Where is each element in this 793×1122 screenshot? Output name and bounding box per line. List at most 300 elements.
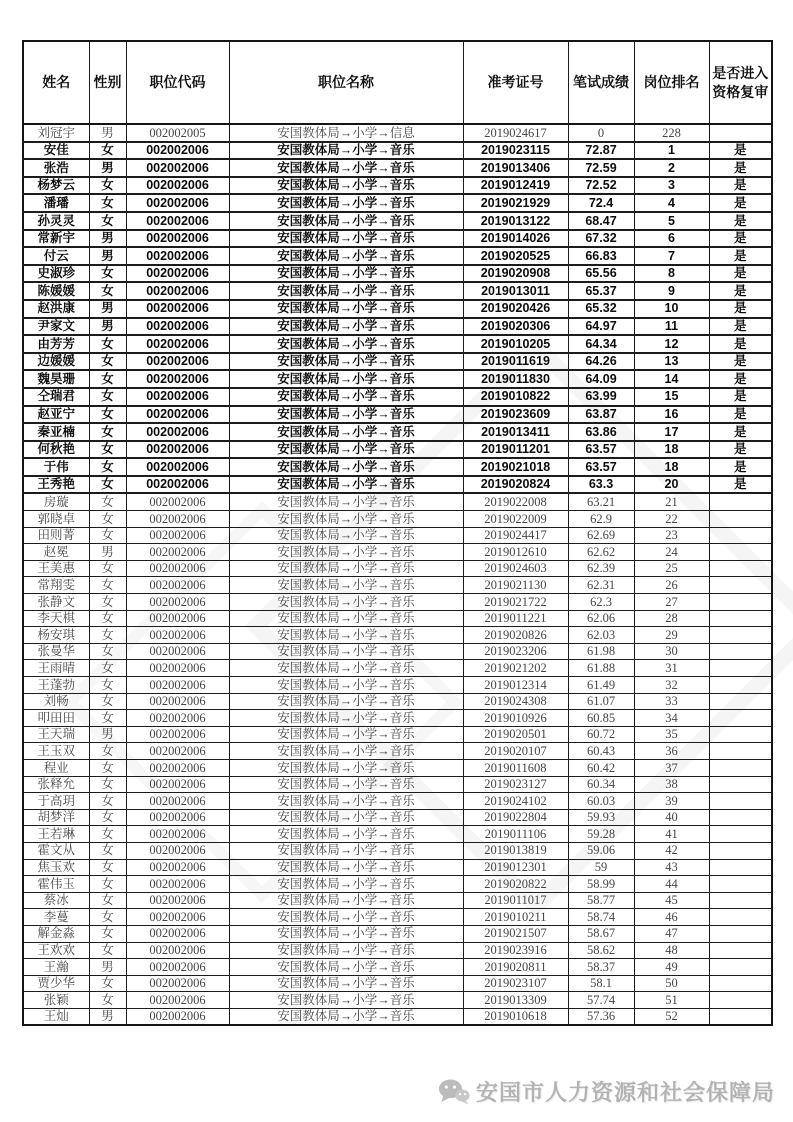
cell: 安国教体局→小学→音乐 bbox=[229, 265, 463, 283]
cell: 安国教体局→小学→音乐 bbox=[229, 726, 463, 743]
cell: 57.36 bbox=[568, 1008, 634, 1025]
cell bbox=[709, 942, 772, 959]
cell: 是 bbox=[709, 476, 772, 494]
cell bbox=[709, 527, 772, 544]
cell: 安国教体局→小学→音乐 bbox=[229, 458, 463, 476]
cell: 23 bbox=[634, 527, 709, 544]
cell: 张颖 bbox=[23, 992, 89, 1009]
cell: 20 bbox=[634, 476, 709, 494]
table-row bbox=[23, 677, 772, 694]
table-row bbox=[23, 194, 772, 212]
cell: 是 bbox=[709, 370, 772, 388]
cell: 程业 bbox=[23, 759, 89, 776]
cell: 2019010211 bbox=[463, 909, 568, 926]
table-row bbox=[23, 859, 772, 876]
cell: 尹家文 bbox=[23, 318, 89, 336]
table-row bbox=[23, 925, 772, 942]
cell: 王雨晴 bbox=[23, 660, 89, 677]
cell: 2019020811 bbox=[463, 959, 568, 976]
cell: 安国教体局→小学→音乐 bbox=[229, 441, 463, 459]
cell: 安国教体局→小学→音乐 bbox=[229, 892, 463, 909]
cell: 安国教体局→小学→音乐 bbox=[229, 560, 463, 577]
cell: 002002006 bbox=[126, 458, 229, 476]
cell: 002002006 bbox=[126, 353, 229, 371]
cell: 35 bbox=[634, 726, 709, 743]
cell: 安国教体局→小学→信息 bbox=[229, 124, 463, 142]
cell: 2019021018 bbox=[463, 458, 568, 476]
cell: 安国教体局→小学→音乐 bbox=[229, 300, 463, 318]
cell: 002002006 bbox=[126, 842, 229, 859]
cell: 0 bbox=[568, 124, 634, 142]
cell: 女 bbox=[89, 826, 126, 843]
table-row bbox=[23, 826, 772, 843]
cell: 女 bbox=[89, 353, 126, 371]
cell: 男 bbox=[89, 247, 126, 265]
table-row bbox=[23, 693, 772, 710]
cell: 女 bbox=[89, 194, 126, 212]
cell: 2019010926 bbox=[463, 710, 568, 727]
cell: 胡梦洋 bbox=[23, 809, 89, 826]
cell: 002002006 bbox=[126, 594, 229, 611]
cell: 女 bbox=[89, 423, 126, 441]
cell bbox=[709, 610, 772, 627]
cell: 5 bbox=[634, 212, 709, 230]
table-row bbox=[23, 177, 772, 195]
cell: 2019012314 bbox=[463, 677, 568, 694]
cell bbox=[709, 826, 772, 843]
cell: 31 bbox=[634, 660, 709, 677]
cell: 女 bbox=[89, 560, 126, 577]
cell: 63.21 bbox=[568, 493, 634, 510]
cell: 安国教体局→小学→音乐 bbox=[229, 493, 463, 510]
cell: 王灿 bbox=[23, 1008, 89, 1025]
cell: 22 bbox=[634, 511, 709, 528]
cell: 是 bbox=[709, 194, 772, 212]
exam-results-table bbox=[22, 40, 773, 1026]
table-row bbox=[23, 627, 772, 644]
column-header-6: 岗位排名 bbox=[634, 41, 709, 124]
cell: 228 bbox=[634, 124, 709, 142]
cell: 女 bbox=[89, 142, 126, 160]
cell bbox=[709, 726, 772, 743]
cell: 002002006 bbox=[126, 194, 229, 212]
cell: 安国教体局→小学→音乐 bbox=[229, 212, 463, 230]
cell: 李蔓 bbox=[23, 909, 89, 926]
column-header-5: 笔试成绩 bbox=[568, 41, 634, 124]
cell: 52 bbox=[634, 1008, 709, 1025]
cell: 14 bbox=[634, 370, 709, 388]
cell: 62.06 bbox=[568, 610, 634, 627]
cell: 张释允 bbox=[23, 776, 89, 793]
cell: 002002006 bbox=[126, 743, 229, 760]
cell bbox=[709, 975, 772, 992]
cell: 安国教体局→小学→音乐 bbox=[229, 282, 463, 300]
cell: 2019023206 bbox=[463, 643, 568, 660]
cell: 安国教体局→小学→音乐 bbox=[229, 142, 463, 160]
cell: 2019024417 bbox=[463, 527, 568, 544]
cell: 002002006 bbox=[126, 677, 229, 694]
cell: 58.62 bbox=[568, 942, 634, 959]
cell: 王玉双 bbox=[23, 743, 89, 760]
cell: 安国教体局→小学→音乐 bbox=[229, 406, 463, 424]
cell: 女 bbox=[89, 975, 126, 992]
cell: 杨安琪 bbox=[23, 627, 89, 644]
cell: 37 bbox=[634, 759, 709, 776]
table-row bbox=[23, 660, 772, 677]
cell: 女 bbox=[89, 793, 126, 810]
cell: 60.03 bbox=[568, 793, 634, 810]
cell: 解金淼 bbox=[23, 925, 89, 942]
table-row bbox=[23, 975, 772, 992]
cell: 002002006 bbox=[126, 300, 229, 318]
table-row bbox=[23, 759, 772, 776]
cell: 002002006 bbox=[126, 406, 229, 424]
cell: 男 bbox=[89, 159, 126, 177]
table-header bbox=[23, 41, 772, 124]
table-row bbox=[23, 300, 772, 318]
cell: 27 bbox=[634, 594, 709, 611]
cell: 2 bbox=[634, 159, 709, 177]
cell: 2019014026 bbox=[463, 230, 568, 248]
cell: 002002006 bbox=[126, 476, 229, 494]
cell: 002002006 bbox=[126, 959, 229, 976]
column-header-4: 准考证号 bbox=[463, 41, 568, 124]
cell: 2019023127 bbox=[463, 776, 568, 793]
cell bbox=[709, 909, 772, 926]
cell: 安国教体局→小学→音乐 bbox=[229, 423, 463, 441]
cell: 002002006 bbox=[126, 660, 229, 677]
cell: 002002006 bbox=[126, 909, 229, 926]
cell: 39 bbox=[634, 793, 709, 810]
cell: 2019020822 bbox=[463, 876, 568, 893]
cell: 002002006 bbox=[126, 925, 229, 942]
cell: 2019024308 bbox=[463, 693, 568, 710]
cell: 72.87 bbox=[568, 142, 634, 160]
cell: 王美惠 bbox=[23, 560, 89, 577]
cell: 是 bbox=[709, 318, 772, 336]
cell: 女 bbox=[89, 892, 126, 909]
table-row bbox=[23, 560, 772, 577]
cell: 2019020908 bbox=[463, 265, 568, 283]
cell: 2019013411 bbox=[463, 423, 568, 441]
cell: 002002006 bbox=[126, 511, 229, 528]
cell: 安国教体局→小学→音乐 bbox=[229, 809, 463, 826]
cell: 赵亚宁 bbox=[23, 406, 89, 424]
cell: 是 bbox=[709, 230, 772, 248]
cell: 62.9 bbox=[568, 511, 634, 528]
cell: 是 bbox=[709, 335, 772, 353]
cell: 002002006 bbox=[126, 975, 229, 992]
cell: 安国教体局→小学→音乐 bbox=[229, 353, 463, 371]
cell: 3 bbox=[634, 177, 709, 195]
cell: 59.93 bbox=[568, 809, 634, 826]
cell: 61.98 bbox=[568, 643, 634, 660]
cell: 2019022008 bbox=[463, 493, 568, 510]
cell: 16 bbox=[634, 406, 709, 424]
cell: 秦亚楠 bbox=[23, 423, 89, 441]
cell: 女 bbox=[89, 476, 126, 494]
table-row bbox=[23, 493, 772, 510]
cell: 女 bbox=[89, 335, 126, 353]
cell: 002002006 bbox=[126, 527, 229, 544]
cell: 002002006 bbox=[126, 544, 229, 561]
cell: 女 bbox=[89, 441, 126, 459]
cell: 女 bbox=[89, 743, 126, 760]
cell: 霍伟玉 bbox=[23, 876, 89, 893]
cell: 安国教体局→小学→音乐 bbox=[229, 511, 463, 528]
cell: 61.88 bbox=[568, 660, 634, 677]
cell: 蔡冰 bbox=[23, 892, 89, 909]
cell: 002002006 bbox=[126, 423, 229, 441]
cell: 68.47 bbox=[568, 212, 634, 230]
cell: 28 bbox=[634, 610, 709, 627]
cell: 2019020426 bbox=[463, 300, 568, 318]
cell: 王蓬勃 bbox=[23, 677, 89, 694]
cell: 是 bbox=[709, 441, 772, 459]
cell: 60.72 bbox=[568, 726, 634, 743]
cell: 2019011201 bbox=[463, 441, 568, 459]
cell: 田则菁 bbox=[23, 527, 89, 544]
cell: 36 bbox=[634, 743, 709, 760]
cell: 002002006 bbox=[126, 627, 229, 644]
cell: 女 bbox=[89, 942, 126, 959]
cell: 安国教体局→小学→音乐 bbox=[229, 1008, 463, 1025]
cell: 58.74 bbox=[568, 909, 634, 926]
cell: 安国教体局→小学→音乐 bbox=[229, 660, 463, 677]
cell bbox=[709, 693, 772, 710]
cell: 王天瑞 bbox=[23, 726, 89, 743]
table-row bbox=[23, 726, 772, 743]
table-row bbox=[23, 353, 772, 371]
cell: 002002006 bbox=[126, 177, 229, 195]
cell: 女 bbox=[89, 677, 126, 694]
cell: 2019012610 bbox=[463, 544, 568, 561]
cell: 安国教体局→小学→音乐 bbox=[229, 230, 463, 248]
cell: 安国教体局→小学→音乐 bbox=[229, 876, 463, 893]
cell: 32 bbox=[634, 677, 709, 694]
column-header-1: 性别 bbox=[89, 41, 126, 124]
cell: 002002006 bbox=[126, 610, 229, 627]
cell: 王若琳 bbox=[23, 826, 89, 843]
cell: 002002006 bbox=[126, 793, 229, 810]
cell: 2019011106 bbox=[463, 826, 568, 843]
table-row bbox=[23, 1008, 772, 1025]
cell: 女 bbox=[89, 759, 126, 776]
cell: 是 bbox=[709, 159, 772, 177]
table-row bbox=[23, 124, 772, 142]
table-row bbox=[23, 876, 772, 893]
cell: 焦玉欢 bbox=[23, 859, 89, 876]
cell: 62.3 bbox=[568, 594, 634, 611]
cell: 2019021507 bbox=[463, 925, 568, 942]
publisher-footer bbox=[438, 1076, 775, 1107]
cell: 42 bbox=[634, 842, 709, 859]
cell: 安国教体局→小学→音乐 bbox=[229, 476, 463, 494]
cell: 58.77 bbox=[568, 892, 634, 909]
table-row bbox=[23, 370, 772, 388]
cell: 18 bbox=[634, 441, 709, 459]
cell bbox=[709, 776, 772, 793]
cell: 女 bbox=[89, 610, 126, 627]
cell: 王瀚 bbox=[23, 959, 89, 976]
cell bbox=[709, 577, 772, 594]
cell bbox=[709, 594, 772, 611]
cell: 58.99 bbox=[568, 876, 634, 893]
cell: 是 bbox=[709, 282, 772, 300]
cell: 18 bbox=[634, 458, 709, 476]
cell: 于高玥 bbox=[23, 793, 89, 810]
cell: 4 bbox=[634, 194, 709, 212]
cell: 63.99 bbox=[568, 388, 634, 406]
cell: 002002006 bbox=[126, 142, 229, 160]
cell: 是 bbox=[709, 458, 772, 476]
cell: 43 bbox=[634, 859, 709, 876]
cell: 魏昊珊 bbox=[23, 370, 89, 388]
cell: 史淑珍 bbox=[23, 265, 89, 283]
cell: 002002006 bbox=[126, 826, 229, 843]
cell: 是 bbox=[709, 353, 772, 371]
cell: 2019020826 bbox=[463, 627, 568, 644]
cell: 2019011017 bbox=[463, 892, 568, 909]
cell: 62.69 bbox=[568, 527, 634, 544]
column-header-0: 姓名 bbox=[23, 41, 89, 124]
cell: 安国教体局→小学→音乐 bbox=[229, 159, 463, 177]
table-row bbox=[23, 458, 772, 476]
cell: 女 bbox=[89, 660, 126, 677]
cell: 女 bbox=[89, 370, 126, 388]
cell: 2019020107 bbox=[463, 743, 568, 760]
cell: 2019023916 bbox=[463, 942, 568, 959]
cell: 2019010822 bbox=[463, 388, 568, 406]
cell: 17 bbox=[634, 423, 709, 441]
cell: 2019022009 bbox=[463, 511, 568, 528]
cell: 安国教体局→小学→音乐 bbox=[229, 925, 463, 942]
table-row bbox=[23, 743, 772, 760]
cell: 叩田田 bbox=[23, 710, 89, 727]
cell: 女 bbox=[89, 859, 126, 876]
cell: 霍文从 bbox=[23, 842, 89, 859]
cell bbox=[709, 660, 772, 677]
cell: 2019011221 bbox=[463, 610, 568, 627]
cell: 64.26 bbox=[568, 353, 634, 371]
cell: 59.28 bbox=[568, 826, 634, 843]
cell: 002002006 bbox=[126, 335, 229, 353]
column-header-3: 职位名称 bbox=[229, 41, 463, 124]
cell: 002002006 bbox=[126, 942, 229, 959]
cell: 33 bbox=[634, 693, 709, 710]
cell: 2019021929 bbox=[463, 194, 568, 212]
table-row bbox=[23, 423, 772, 441]
cell: 房璇 bbox=[23, 493, 89, 510]
cell: 赵冕 bbox=[23, 544, 89, 561]
cell: 2019023609 bbox=[463, 406, 568, 424]
cell: 59 bbox=[568, 859, 634, 876]
cell: 安国教体局→小学→音乐 bbox=[229, 577, 463, 594]
cell: 50 bbox=[634, 975, 709, 992]
cell: 2019021202 bbox=[463, 660, 568, 677]
cell: 57.74 bbox=[568, 992, 634, 1009]
cell: 1 bbox=[634, 142, 709, 160]
cell bbox=[709, 809, 772, 826]
cell: 安国教体局→小学→音乐 bbox=[229, 959, 463, 976]
cell: 陈媛媛 bbox=[23, 282, 89, 300]
cell bbox=[709, 627, 772, 644]
cell: 64.34 bbox=[568, 335, 634, 353]
cell: 常翔雯 bbox=[23, 577, 89, 594]
cell: 61.07 bbox=[568, 693, 634, 710]
cell: 63.3 bbox=[568, 476, 634, 494]
cell: 安国教体局→小学→音乐 bbox=[229, 544, 463, 561]
table-row bbox=[23, 959, 772, 976]
cell: 002002006 bbox=[126, 1008, 229, 1025]
cell: 女 bbox=[89, 458, 126, 476]
cell: 002002006 bbox=[126, 560, 229, 577]
cell: 40 bbox=[634, 809, 709, 826]
cell: 41 bbox=[634, 826, 709, 843]
cell: 安国教体局→小学→音乐 bbox=[229, 942, 463, 959]
cell: 女 bbox=[89, 643, 126, 660]
cell: 2019024603 bbox=[463, 560, 568, 577]
cell: 64.09 bbox=[568, 370, 634, 388]
cell: 是 bbox=[709, 423, 772, 441]
cell: 女 bbox=[89, 493, 126, 510]
cell bbox=[709, 992, 772, 1009]
cell: 002002006 bbox=[126, 710, 229, 727]
cell: 女 bbox=[89, 511, 126, 528]
cell: 72.59 bbox=[568, 159, 634, 177]
cell: 女 bbox=[89, 527, 126, 544]
table-row bbox=[23, 527, 772, 544]
cell: 002002006 bbox=[126, 577, 229, 594]
cell: 29 bbox=[634, 627, 709, 644]
cell: 002002006 bbox=[126, 859, 229, 876]
table-row bbox=[23, 842, 772, 859]
cell: 安国教体局→小学→音乐 bbox=[229, 826, 463, 843]
cell: 002002006 bbox=[126, 759, 229, 776]
cell: 002002006 bbox=[126, 265, 229, 283]
table-row bbox=[23, 230, 772, 248]
cell: 安国教体局→小学→音乐 bbox=[229, 693, 463, 710]
cell: 2019023107 bbox=[463, 975, 568, 992]
cell: 2019024617 bbox=[463, 124, 568, 142]
cell: 2019013309 bbox=[463, 992, 568, 1009]
cell: 13 bbox=[634, 353, 709, 371]
cell: 安国教体局→小学→音乐 bbox=[229, 743, 463, 760]
cell: 002002006 bbox=[126, 892, 229, 909]
cell: 女 bbox=[89, 809, 126, 826]
cell: 63.57 bbox=[568, 441, 634, 459]
cell: 男 bbox=[89, 318, 126, 336]
cell: 002002006 bbox=[126, 776, 229, 793]
table-row bbox=[23, 610, 772, 627]
cell: 张静文 bbox=[23, 594, 89, 611]
cell: 潘璠 bbox=[23, 194, 89, 212]
cell: 002002006 bbox=[126, 247, 229, 265]
cell: 60.43 bbox=[568, 743, 634, 760]
cell: 女 bbox=[89, 212, 126, 230]
cell: 72.52 bbox=[568, 177, 634, 195]
cell: 郭晓卓 bbox=[23, 511, 89, 528]
publisher-name: 安国市人力资源和社会保障局 bbox=[475, 1080, 775, 1105]
cell: 58.67 bbox=[568, 925, 634, 942]
table-body bbox=[23, 124, 772, 1025]
cell: 女 bbox=[89, 710, 126, 727]
cell: 62.03 bbox=[568, 627, 634, 644]
cell: 女 bbox=[89, 627, 126, 644]
cell: 63.87 bbox=[568, 406, 634, 424]
cell: 女 bbox=[89, 693, 126, 710]
cell: 仝瑞君 bbox=[23, 388, 89, 406]
